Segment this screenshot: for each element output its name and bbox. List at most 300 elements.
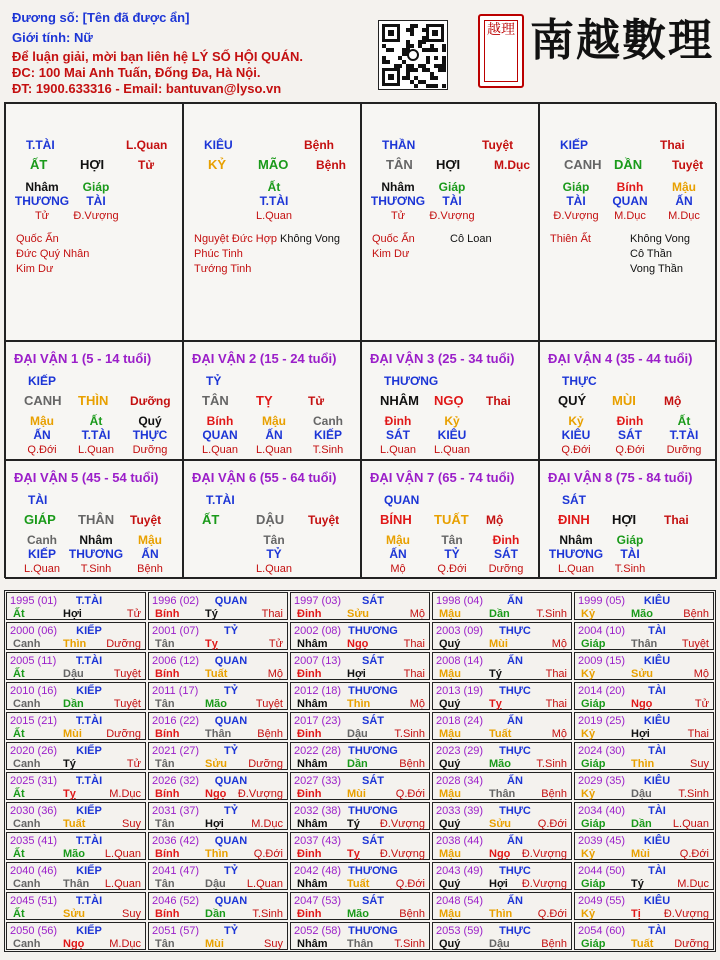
year-stem: Canh bbox=[13, 758, 41, 770]
hidden-stem: Nhâm bbox=[381, 180, 415, 194]
good-star: Đức Quý Nhân bbox=[16, 248, 90, 260]
year-cell bbox=[290, 742, 430, 770]
year-ten-than: THỰC bbox=[499, 625, 531, 637]
year-label: 2043 (49) bbox=[436, 865, 484, 877]
year-branch: Ngọ bbox=[631, 698, 653, 710]
year-stage: Tử bbox=[126, 608, 141, 620]
year-ten-than: ẤN bbox=[507, 715, 523, 727]
year-branch: Dần bbox=[63, 698, 84, 710]
year-branch: Sửu bbox=[205, 758, 228, 770]
dai-van-stem: TÂN bbox=[202, 393, 229, 408]
year-stem: Canh bbox=[13, 938, 41, 950]
year-branch: Thân bbox=[63, 878, 90, 890]
year-ten-than: TỶ bbox=[223, 865, 239, 877]
heavenly-stem: CANH bbox=[564, 157, 602, 172]
year-cell bbox=[148, 772, 288, 800]
year-label: 2017 (23) bbox=[294, 715, 342, 727]
year-branch: Dậu bbox=[489, 938, 510, 950]
year-stage: Mộ bbox=[551, 728, 567, 740]
year-label: 2018 (24) bbox=[436, 715, 484, 727]
year-cell bbox=[432, 622, 572, 650]
year-cell bbox=[148, 652, 288, 680]
dv-hidden-stem: Đinh bbox=[616, 414, 644, 428]
dai-van-stem: NHÂM bbox=[380, 393, 419, 408]
qr-module bbox=[390, 48, 394, 52]
year-cell bbox=[432, 772, 572, 800]
year-ten-than: TỶ bbox=[223, 745, 239, 757]
dv-hidden-stem: Tân bbox=[263, 533, 285, 547]
year-stage: Đ.Vượng bbox=[379, 818, 425, 830]
dai-van-branch: TUẤT bbox=[434, 512, 469, 527]
qr-module bbox=[414, 84, 418, 88]
dai-van-title: ĐẠI VẬN 7 (65 - 74 tuổi) bbox=[370, 470, 515, 485]
year-stage: Mộ bbox=[409, 608, 425, 620]
year-stem: Bính bbox=[155, 788, 180, 800]
year-label: 2021 (27) bbox=[152, 745, 200, 757]
year-stage: Q.Đới bbox=[395, 788, 425, 800]
year-label: 2025 (31) bbox=[10, 775, 58, 787]
year-stage: Thai bbox=[403, 668, 425, 680]
qr-module bbox=[442, 68, 446, 72]
bad-star: Vong Thần bbox=[630, 263, 684, 275]
dv-hidden-stage: T.Sinh bbox=[312, 444, 344, 456]
year-ten-than: TÀI bbox=[648, 925, 666, 937]
year-stage: Dưỡng bbox=[248, 758, 283, 770]
year-label: 2028 (34) bbox=[436, 775, 484, 787]
dai-van-ten-than: TỶ bbox=[206, 374, 222, 388]
dv-hidden-stage: L.Quan bbox=[255, 444, 293, 456]
dv-hidden-stage: Dưỡng bbox=[488, 563, 524, 575]
year-label: 2002 (08) bbox=[294, 625, 342, 637]
year-label: 2046 (52) bbox=[152, 895, 200, 907]
dv-hidden-stage: L.Quan bbox=[23, 563, 61, 575]
year-ten-than: SÁT bbox=[362, 835, 384, 847]
year-stem: Canh bbox=[13, 878, 41, 890]
year-stem: Ất bbox=[13, 728, 25, 740]
year-branch: Hợi bbox=[347, 668, 366, 680]
year-ten-than: SÁT bbox=[362, 775, 384, 787]
year-label: 2007 (13) bbox=[294, 655, 342, 667]
year-stem: Nhâm bbox=[297, 818, 328, 830]
year-branch: Sửu bbox=[631, 668, 654, 680]
year-stem: Đinh bbox=[297, 608, 322, 620]
good-star: Quốc Ấn bbox=[372, 233, 415, 245]
qr-finder bbox=[426, 24, 444, 42]
dv-hidden-stem: Đinh bbox=[492, 533, 520, 547]
life-stage-label: L.Quan bbox=[126, 138, 168, 152]
year-branch: Tuất bbox=[631, 938, 654, 950]
year-label: 2023 (29) bbox=[436, 745, 484, 757]
year-label: 2015 (21) bbox=[10, 715, 58, 727]
year-cell bbox=[432, 652, 572, 680]
year-stage: Mộ bbox=[693, 668, 709, 680]
year-branch: Mão bbox=[489, 758, 511, 770]
dv-hidden-stage: Mộ bbox=[390, 563, 406, 575]
dai-van-stage: Thai bbox=[664, 513, 689, 527]
year-ten-than: SÁT bbox=[362, 715, 384, 727]
year-branch: Mão bbox=[205, 698, 227, 710]
year-stage: Q.Đới bbox=[537, 908, 567, 920]
year-cell bbox=[574, 892, 714, 920]
year-ten-than: TÀI bbox=[648, 805, 666, 817]
year-stage: Đ.Vượng bbox=[663, 908, 709, 920]
dai-van-stage: Tuyệt bbox=[130, 513, 162, 527]
year-label: 2006 (12) bbox=[152, 655, 200, 667]
dai-van-stem: GIÁP bbox=[24, 512, 56, 527]
dv-hidden-stage: T.Sinh bbox=[80, 563, 112, 575]
year-branch: Thìn bbox=[631, 758, 655, 770]
dai-van-pillar bbox=[183, 341, 361, 460]
dv-hidden-god: TỶ bbox=[266, 547, 282, 561]
qr-module bbox=[442, 84, 446, 88]
year-stem: Mậu bbox=[439, 728, 461, 740]
year-label: 1999 (05) bbox=[578, 595, 626, 607]
year-stage: T.Sinh bbox=[252, 908, 283, 920]
year-stem: Đinh bbox=[297, 848, 322, 860]
dai-van-pillar bbox=[361, 460, 539, 579]
year-stage: Suy bbox=[122, 818, 141, 830]
year-stem: Canh bbox=[13, 818, 41, 830]
dv-hidden-stem: Canh bbox=[27, 533, 57, 547]
year-stem: Quý bbox=[439, 818, 461, 830]
year-cell bbox=[290, 682, 430, 710]
year-label: 2004 (10) bbox=[578, 625, 626, 637]
year-branch: Dần bbox=[489, 608, 510, 620]
year-stem: Quý bbox=[439, 938, 461, 950]
year-cell bbox=[290, 892, 430, 920]
qr-center bbox=[407, 49, 419, 61]
dv-hidden-stem: Nhâm bbox=[79, 533, 113, 547]
dv-hidden-god: THỰC bbox=[132, 428, 168, 442]
dv-hidden-stage: Q.Đới bbox=[437, 563, 467, 575]
qr-module bbox=[398, 64, 402, 68]
year-ten-than: QUAN bbox=[214, 715, 248, 727]
year-ten-than: ẤN bbox=[507, 655, 523, 667]
year-label: 2041 (47) bbox=[152, 865, 200, 877]
year-label: 2016 (22) bbox=[152, 715, 200, 727]
qr-module bbox=[410, 32, 414, 36]
year-stage: Đ.Vượng bbox=[521, 848, 567, 860]
year-stage: Bệnh bbox=[541, 938, 567, 950]
address-line: ĐC: 100 Mai Anh Tuấn, Đống Đa, Hà Nội. bbox=[12, 65, 261, 80]
qr-finder bbox=[382, 24, 400, 42]
qr-module bbox=[434, 76, 438, 80]
year-stage: M.Dục bbox=[109, 938, 141, 950]
dai-van-branch: THÂN bbox=[78, 512, 115, 527]
dai-van-stem: ẤT bbox=[202, 512, 220, 527]
year-label: 2003 (09) bbox=[436, 625, 484, 637]
dai-van-title: ĐẠI VẬN 4 (35 - 44 tuổi) bbox=[548, 351, 693, 366]
year-stem: Đinh bbox=[297, 728, 322, 740]
year-cell bbox=[432, 922, 572, 950]
year-label: 2042 (48) bbox=[294, 865, 342, 877]
qr-module bbox=[386, 60, 390, 64]
year-label: 2036 (42) bbox=[152, 835, 200, 847]
palace-pillar bbox=[539, 103, 717, 341]
year-cell bbox=[290, 862, 430, 890]
year-label: 2031 (37) bbox=[152, 805, 200, 817]
year-stage: Bệnh bbox=[541, 788, 567, 800]
year-branch: Tuất bbox=[63, 818, 86, 830]
qr-code-icon[interactable] bbox=[378, 20, 448, 90]
dai-van-pillar bbox=[539, 460, 717, 579]
phone-email-line[interactable]: ĐT: 1900.633316 - Email: bantuvan@lyso.vn bbox=[12, 81, 282, 96]
year-branch: Sửu bbox=[489, 818, 512, 830]
year-cell bbox=[148, 802, 288, 830]
year-cell bbox=[574, 802, 714, 830]
year-label: 2045 (51) bbox=[10, 895, 58, 907]
year-branch: Tý bbox=[631, 878, 644, 890]
year-branch: Tỵ bbox=[63, 788, 76, 800]
qr-finder-core bbox=[432, 30, 438, 36]
dai-van-stem: CANH bbox=[24, 393, 62, 408]
year-stage: Đ.Vượng bbox=[379, 848, 425, 860]
year-stem: Giáp bbox=[581, 818, 606, 830]
year-ten-than: T.TÀI bbox=[75, 895, 103, 907]
year-label: 2010 (16) bbox=[10, 685, 58, 697]
year-cell bbox=[290, 592, 430, 620]
year-label: 2044 (50) bbox=[578, 865, 626, 877]
year-cell bbox=[574, 832, 714, 860]
year-ten-than: KIẾP bbox=[76, 925, 102, 937]
chart-grid bbox=[4, 102, 716, 578]
dv-hidden-stem: Tân bbox=[441, 533, 463, 547]
year-cell bbox=[6, 832, 146, 860]
year-stem: Bính bbox=[155, 668, 180, 680]
year-stage: Tuyệt bbox=[113, 668, 141, 680]
dv-hidden-stem: Mậu bbox=[386, 533, 410, 547]
year-ten-than: TÀI bbox=[648, 745, 666, 757]
year-cell bbox=[6, 742, 146, 770]
hidden-stem: Giáp bbox=[562, 180, 590, 194]
year-stem: Ất bbox=[13, 908, 25, 920]
year-stem: Quý bbox=[439, 758, 461, 770]
year-branch: Sửu bbox=[347, 608, 370, 620]
life-stage-label: Bệnh bbox=[304, 138, 334, 152]
dv-hidden-god: SÁT bbox=[386, 428, 410, 442]
year-stem: Đinh bbox=[297, 908, 322, 920]
year-stage: T.Sinh bbox=[394, 728, 425, 740]
year-stem: Quý bbox=[439, 638, 461, 650]
year-cell bbox=[6, 892, 146, 920]
hidden-stage: L.Quan bbox=[255, 210, 293, 222]
year-label: 2040 (46) bbox=[10, 865, 58, 877]
qr-finder-core bbox=[388, 30, 394, 36]
year-stem: Giáp bbox=[581, 698, 606, 710]
year-ten-than: TÀI bbox=[648, 865, 666, 877]
dai-van-branch: TỴ bbox=[256, 393, 273, 408]
year-branch: Mùi bbox=[489, 638, 508, 650]
year-stage: Thai bbox=[545, 698, 567, 710]
year-cell bbox=[574, 652, 714, 680]
dv-hidden-god: KIẾP bbox=[27, 547, 57, 561]
year-ten-than: TÀI bbox=[648, 685, 666, 697]
year-cell bbox=[432, 682, 572, 710]
year-branch: Thân bbox=[489, 788, 516, 800]
year-stage: Tử bbox=[126, 758, 141, 770]
year-stage: M.Dục bbox=[677, 878, 709, 890]
year-stage: L.Quan bbox=[246, 878, 283, 890]
year-stem: Tân bbox=[155, 878, 175, 890]
branch-stage: Tuyệt bbox=[672, 158, 704, 172]
dai-van-title: ĐẠI VẬN 6 (55 - 64 tuổi) bbox=[192, 470, 337, 485]
year-stem: Kỷ bbox=[581, 788, 596, 800]
year-cell bbox=[6, 652, 146, 680]
year-cell bbox=[574, 682, 714, 710]
earthly-branch: HỢI bbox=[80, 157, 105, 172]
year-ten-than: SÁT bbox=[362, 595, 384, 607]
dv-hidden-god: ẤN bbox=[33, 428, 51, 442]
year-stem: Mậu bbox=[439, 668, 461, 680]
year-ten-than: ẤN bbox=[507, 835, 523, 847]
year-stage: Thai bbox=[403, 638, 425, 650]
year-ten-than: QUAN bbox=[214, 595, 248, 607]
year-branch: Thìn bbox=[347, 698, 371, 710]
year-stem: Đinh bbox=[297, 668, 322, 680]
hidden-stem: Bính bbox=[616, 180, 644, 194]
year-stage: Q.Đới bbox=[253, 848, 283, 860]
hidden-god: QUAN bbox=[612, 194, 648, 208]
year-ten-than: KIÊU bbox=[643, 655, 671, 667]
heavenly-stem: TÂN bbox=[386, 157, 413, 172]
year-label: 2052 (58) bbox=[294, 925, 342, 937]
dv-hidden-stage: Dưỡng bbox=[666, 444, 702, 456]
year-stem: Giáp bbox=[581, 758, 606, 770]
year-cell bbox=[574, 712, 714, 740]
year-cell bbox=[6, 802, 146, 830]
year-branch: Tý bbox=[205, 608, 218, 620]
hidden-stem: Ất bbox=[267, 180, 281, 194]
year-stage: Thai bbox=[687, 728, 709, 740]
qr-module bbox=[422, 28, 426, 32]
dv-hidden-stage: L.Quan bbox=[201, 444, 239, 456]
year-stage: Tử bbox=[268, 638, 283, 650]
year-ten-than: ẤN bbox=[507, 895, 523, 907]
year-branch: Mùi bbox=[63, 728, 82, 740]
year-stage: Thai bbox=[261, 608, 283, 620]
hidden-god: ẤN bbox=[675, 194, 693, 208]
dv-hidden-god: KIÊU bbox=[561, 428, 591, 442]
year-stem: Ất bbox=[13, 848, 25, 860]
dv-hidden-stem: Đinh bbox=[384, 414, 412, 428]
year-cell bbox=[432, 802, 572, 830]
branch-stage: M.Dục bbox=[494, 158, 530, 172]
gender-line: Giới tính: Nữ bbox=[12, 30, 93, 45]
year-ten-than: T.TÀI bbox=[75, 715, 103, 727]
year-stem: Tân bbox=[155, 698, 175, 710]
year-cell bbox=[6, 682, 146, 710]
year-branch: Hợi bbox=[489, 878, 508, 890]
year-stem: Mậu bbox=[439, 908, 461, 920]
year-stage: Mộ bbox=[409, 698, 425, 710]
dai-van-title: ĐẠI VẬN 1 (5 - 14 tuổi) bbox=[14, 351, 152, 366]
qr-module bbox=[422, 40, 426, 44]
year-branch: Dần bbox=[347, 758, 368, 770]
dv-hidden-stage: L.Quan bbox=[379, 444, 417, 456]
qr-finder-inner bbox=[385, 71, 397, 83]
year-ten-than: KIÊU bbox=[643, 715, 671, 727]
year-branch: Thân bbox=[347, 938, 374, 950]
year-label: 2024 (30) bbox=[578, 745, 626, 757]
year-label: 2008 (14) bbox=[436, 655, 484, 667]
brand-logo: 南越數理 bbox=[530, 15, 714, 66]
year-label: 2039 (45) bbox=[578, 835, 626, 847]
year-ten-than: T.TÀI bbox=[75, 835, 103, 847]
dai-van-ten-than: THƯƠNG bbox=[384, 374, 439, 388]
year-cell bbox=[574, 622, 714, 650]
dv-hidden-stem: Quý bbox=[138, 414, 162, 428]
year-ten-than: KIẾP bbox=[76, 745, 102, 757]
year-label: 2014 (20) bbox=[578, 685, 626, 697]
dv-hidden-god: QUAN bbox=[202, 428, 238, 442]
year-ten-than: T.TÀI bbox=[75, 655, 103, 667]
year-branch: Thìn bbox=[489, 908, 513, 920]
dv-hidden-god: THƯƠNG bbox=[548, 547, 604, 561]
dv-hidden-stage: T.Sinh bbox=[614, 563, 646, 575]
hidden-stage: Đ.Vượng bbox=[73, 210, 119, 222]
year-branch: Hợi bbox=[631, 728, 650, 740]
ten-than-label: T.TÀI bbox=[26, 138, 55, 152]
year-ten-than: THƯƠNG bbox=[348, 805, 398, 817]
qr-finder-core bbox=[388, 74, 394, 80]
year-branch: Hợi bbox=[205, 818, 224, 830]
dv-hidden-stage: Q.Đới bbox=[615, 444, 645, 456]
life-stage-label: Tuyệt bbox=[482, 138, 514, 152]
hidden-god: TÀI bbox=[86, 194, 106, 208]
year-cell bbox=[148, 592, 288, 620]
year-branch: Tuất bbox=[347, 878, 370, 890]
hidden-stage: M.Dục bbox=[614, 210, 646, 222]
year-stage: Q.Đới bbox=[679, 848, 709, 860]
life-stage-label: Thai bbox=[660, 138, 685, 152]
year-label: 2029 (35) bbox=[578, 775, 626, 787]
year-label: 2051 (57) bbox=[152, 925, 200, 937]
dv-hidden-stem: Canh bbox=[313, 414, 343, 428]
dv-hidden-god: ẤN bbox=[389, 547, 407, 561]
year-branch: Hợi bbox=[63, 608, 82, 620]
year-cell bbox=[290, 712, 430, 740]
dai-van-ten-than: T.TÀI bbox=[206, 493, 235, 507]
year-ten-than: TỶ bbox=[223, 685, 239, 697]
dv-hidden-stage: L.Quan bbox=[77, 444, 115, 456]
contact-invite: Để luận giải, mời bạn liên hệ LÝ SỐ HỘI QUÁN. bbox=[12, 49, 303, 64]
year-stem: Nhâm bbox=[297, 758, 328, 770]
dv-hidden-stage: L.Quan bbox=[557, 563, 595, 575]
year-label: 2049 (55) bbox=[578, 895, 626, 907]
qr-module bbox=[434, 48, 438, 52]
dv-hidden-stem: Mậu bbox=[262, 414, 286, 428]
year-ten-than: TỶ bbox=[223, 625, 239, 637]
year-cell bbox=[290, 802, 430, 830]
year-stem: Kỷ bbox=[581, 608, 596, 620]
year-stem: Kỷ bbox=[581, 848, 596, 860]
dv-hidden-god: SÁT bbox=[494, 547, 518, 561]
year-branch: Tỵ bbox=[489, 698, 502, 710]
year-branch: Tỵ bbox=[347, 848, 360, 860]
year-stem: Canh bbox=[13, 698, 41, 710]
year-ten-than: KIÊU bbox=[643, 895, 671, 907]
year-stage: L.Quan bbox=[104, 878, 141, 890]
dai-van-branch: MÙI bbox=[612, 393, 636, 408]
dai-van-title: ĐẠI VẬN 3 (25 - 34 tuổi) bbox=[370, 351, 515, 366]
year-ten-than: KIÊU bbox=[643, 595, 671, 607]
year-cell bbox=[290, 772, 430, 800]
year-cell bbox=[148, 892, 288, 920]
year-branch: Mão bbox=[631, 608, 653, 620]
year-stage: Đ.Vượng bbox=[521, 878, 567, 890]
dv-hidden-god: T.TÀI bbox=[81, 428, 111, 442]
dai-van-pillar bbox=[539, 341, 717, 460]
